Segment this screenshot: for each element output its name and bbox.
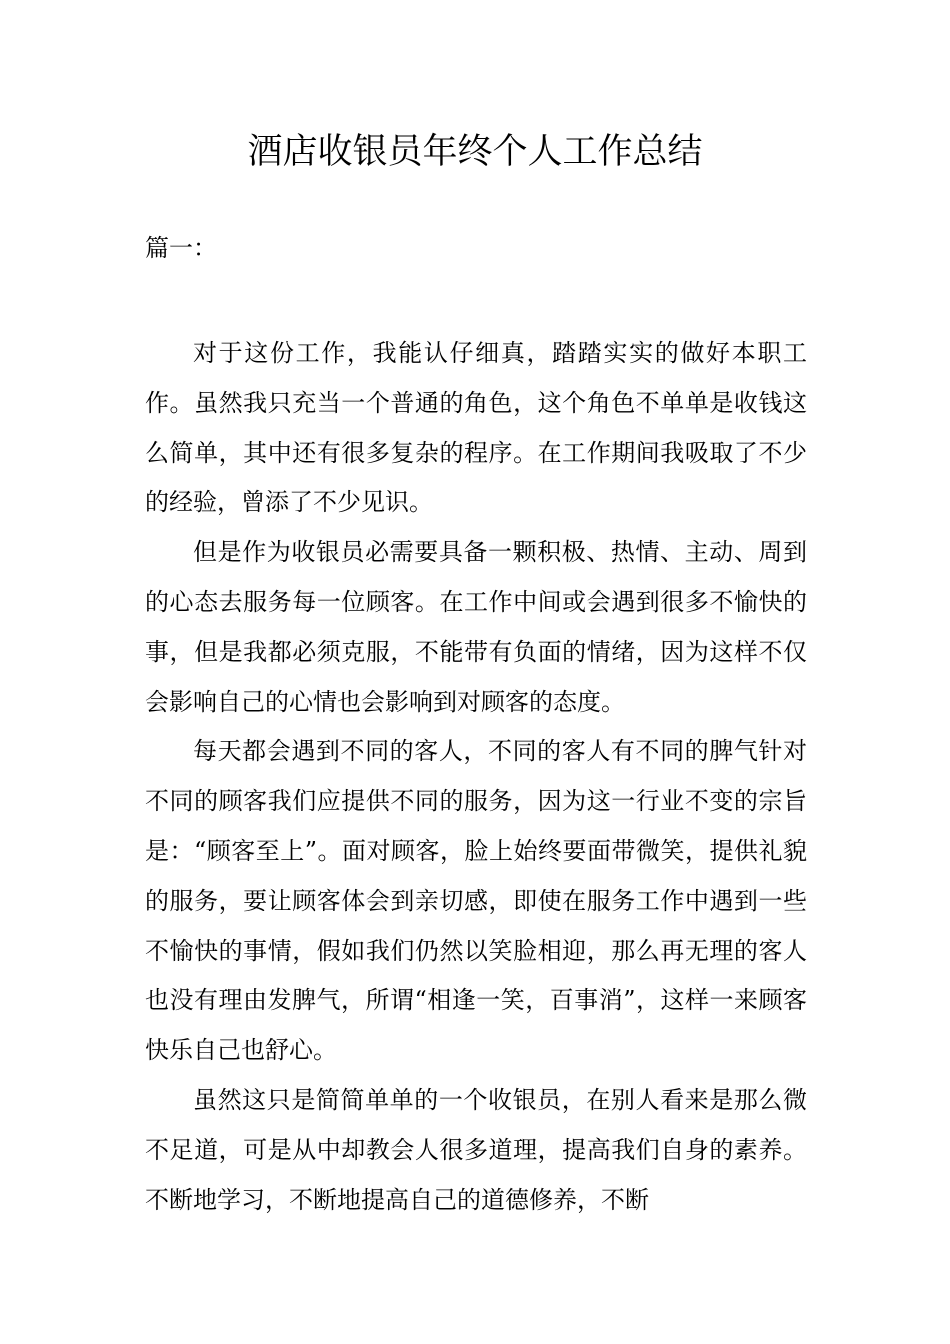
section-label: 篇一： [145,234,217,262]
paragraph-4: 虽然这只是简简单单的一个收银员，在别人看来是那么微不足道，可是从中却教会人很多道理，提高我们自身的素养。不断地学习，不断地提高自己的道德修养，不断 [145,1085,807,1214]
document-body [145,329,807,1225]
document-title: 酒店收银员年终个人工作总结 [247,132,703,172]
paragraph-3: 每天都会遇到不同的客人，不同的客人有不同的脾气针对不同的顾客我们应提供不同的服务，因为这一行业不变的宗旨是：“顾客至上”。面对顾客，脸上始终要面带微笑，提供礼貌的服务，要让顾客体会到亲切感，即使在服务工作中遇到一些不愉快的事情，假如我们仍然以笑脸相迎，那么再无理的客人也没有理由发脾气，所谓“相逢一笑，百事消”，这样一来顾客快乐自己也舒心。 [145,737,807,1065]
paragraph-2: 但是作为收银员必需要具备一颗积极、热情、主动、周到的心态去服务每一位顾客。在工作中间或会遇到很多不愉快的事，但是我都必须克服，不能带有负面的情绪，因为这样不仅会影响自己的心情也会影响到对顾客的态度。 [145,538,807,716]
paragraph-1: 对于这份工作，我能认仔细真，踏踏实实的做好本职工作。虽然我只充当一个普通的角色，这个角色不单单是收钱这么简单，其中还有很多复杂的程序。在工作期间我吸取了不少的经验，曾添了不少见识。 [145,339,807,517]
